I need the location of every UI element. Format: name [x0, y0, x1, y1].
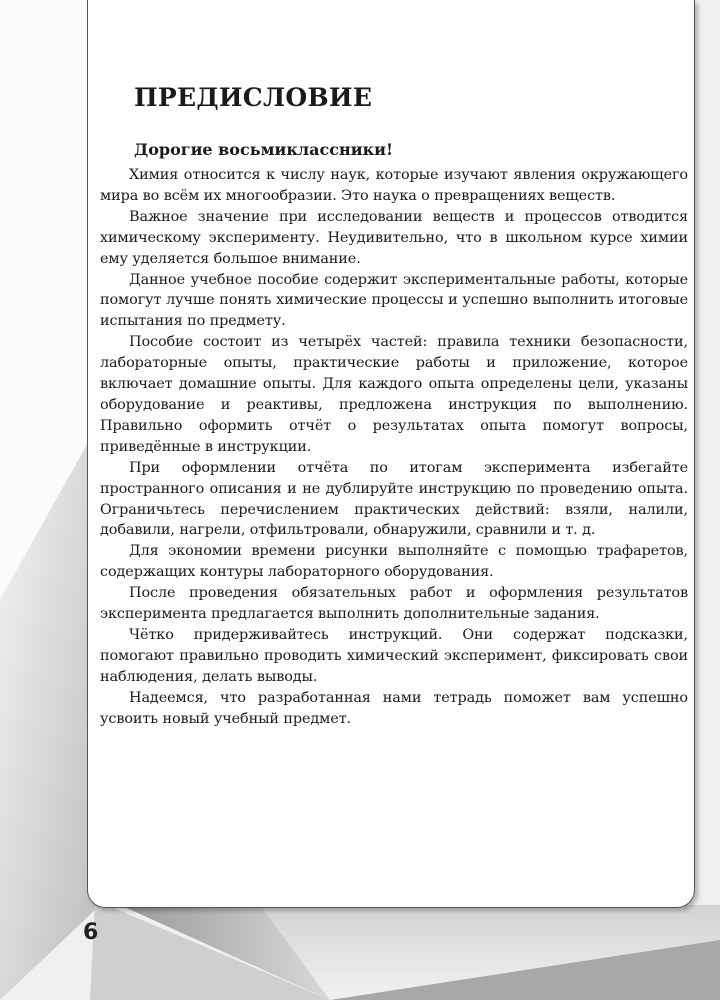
greeting-subtitle: Дорогие восьмиклассники! [134, 140, 394, 159]
paragraph: Для экономии времени рисунки выполняйте с помощью трафаретов, содержащих контуры лабораторного оборудования. [100, 543, 688, 581]
paragraph: Химия относится к числу наук, которые изучают явления окружающего мира во всём их многообразии. Это наука о превращениях веществ. [100, 167, 688, 204]
paragraph: Данное учебное пособие содержит экспериментальные работы, которые помогут лучше понять химические процессы и успешно выполнить итоговые испытания по предмету. [100, 271, 688, 330]
preface-content [100, 80, 688, 729]
paragraph: Важное значение при исследовании веществ и процессов отводится химическому эксперименту. Неудивительно, что в школьном курсе химии ему уделяется большое внимание. [100, 208, 688, 267]
paragraph: Надеемся, что разработанная нами тетрадь поможет вам успешно усвоить новый учебный предмет. [100, 689, 688, 727]
paragraph: Чётко придерживайтесь инструкций. Они содержат подсказки, помогают правильно проводить химический эксперимент, фиксировать свои наблюдения, делать выводы. [100, 626, 688, 685]
page-title: ПРЕДИСЛОВИЕ [134, 83, 373, 112]
paragraph: При оформлении отчёта по итогам эксперимента избегайте пространного описания и не дублируйте инструкцию по проведению опыта. Ограничьтесь перечислением практических действий: взяли, налили, добавили, нагрели, отфильтровали, обнаружили, сравнили и т. д. [100, 459, 688, 539]
page-number: 6 [83, 920, 99, 945]
paragraph: Пособие состоит из четырёх частей: правила техники безопасности, лабораторные опыты, практические работы и приложение, которое включает домашние опыты. Для каждого опыта определены цели, указаны оборудование и реактивы, предложена инструкция по выполнению. Правильно оформить отчёт о результатах опыта помогут вопросы, приведённые в инструкции. [100, 334, 688, 455]
paragraph: После проведения обязательных работ и оформления результатов эксперимента предлагается выполнить дополнительные задания. [100, 585, 688, 623]
